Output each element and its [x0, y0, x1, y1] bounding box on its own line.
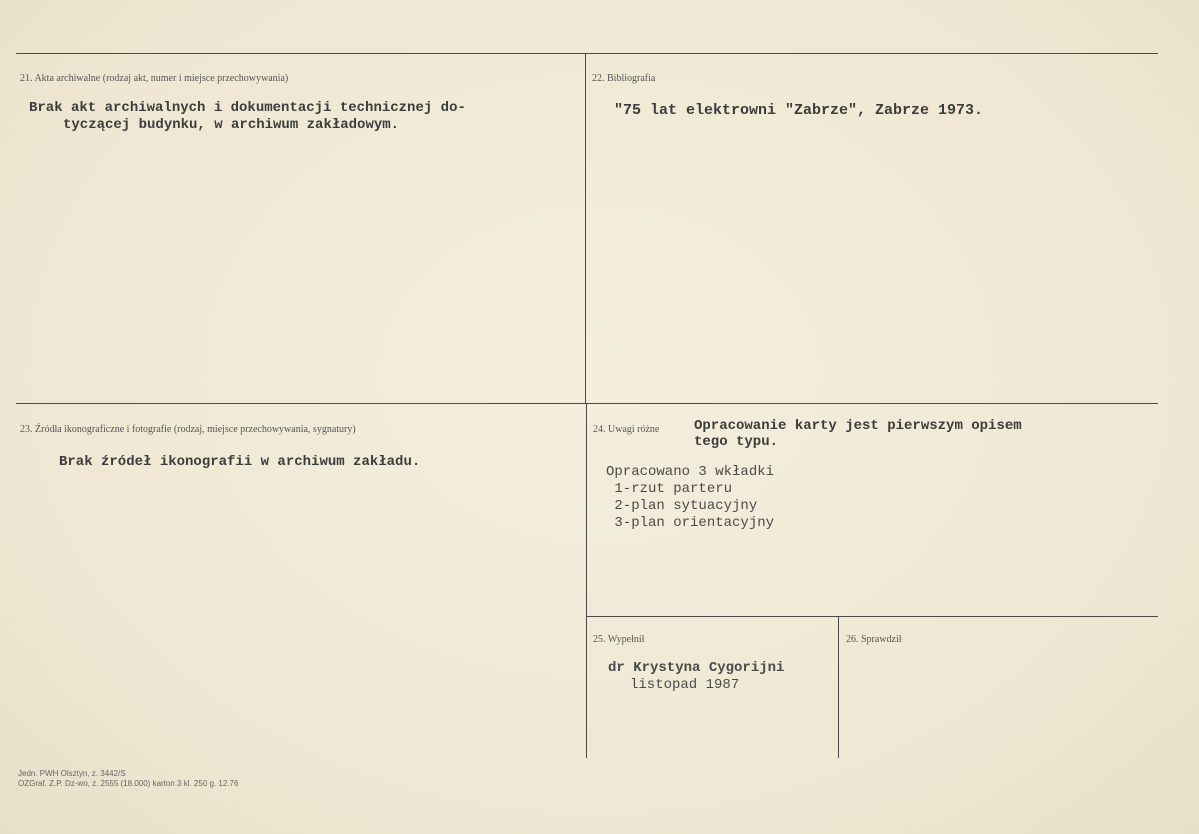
field-22-text: "75 lat elektrowni "Zabrze", Zabrze 1973.	[614, 102, 984, 119]
footer-line1: Jedn. PWH Olsztyn, z. 3442/S	[18, 769, 126, 778]
field-21-text-line1: Brak akt archiwalnych i dokumentacji technicznej do-	[29, 100, 466, 116]
field-21-label: 21. Akta archiwalne (rodzaj akt, numer i miejsce przechowywania)	[20, 73, 289, 84]
field-25-name: dr Krystyna Cygorijni	[608, 660, 785, 676]
field-24-list-item: 1-rzut parteru	[606, 481, 733, 497]
field-24-text-line2: tego typu.	[694, 434, 779, 450]
field-24-list-item: 3-plan orientacyjny	[606, 515, 775, 531]
field-21-text-line2: tyczącej budynku, w archiwum zakładowym.	[63, 117, 400, 133]
field-23-text: Brak źródeł ikonografii w archiwum zakładu.	[59, 454, 421, 470]
field-26-label: 26. Sprawdził	[846, 634, 902, 645]
field-24-label: 24. Uwagi różne	[593, 424, 660, 435]
signature-divider	[838, 617, 839, 758]
footer-line2: OZGraf. Z.P. Dz-wo, z. 2555 (18.000) karton 3 kl. 250 g. 12.76	[18, 779, 239, 788]
field-24-list-item: 2-plan sytuacyjny	[606, 498, 758, 514]
middle-border-line	[16, 403, 1158, 404]
signature-top-line	[587, 616, 1158, 617]
field-23-label: 23. Źródła ikonograficzne i fotografie (rodzaj, miejsce przechowywania, sygnatury)	[20, 424, 356, 435]
center-divider-upper	[585, 54, 586, 403]
field-24-text-line1: Opracowanie karty jest pierwszym opisem	[694, 418, 1022, 434]
field-25-date: listopad 1987	[630, 677, 740, 693]
field-24-list-item: Opracowano 3 wkładki	[606, 464, 775, 480]
top-border-line	[16, 53, 1158, 54]
field-25-label: 25. Wypełnił	[593, 634, 645, 645]
field-22-label: 22. Bibliografia	[592, 73, 656, 84]
center-divider-lower	[586, 404, 587, 758]
